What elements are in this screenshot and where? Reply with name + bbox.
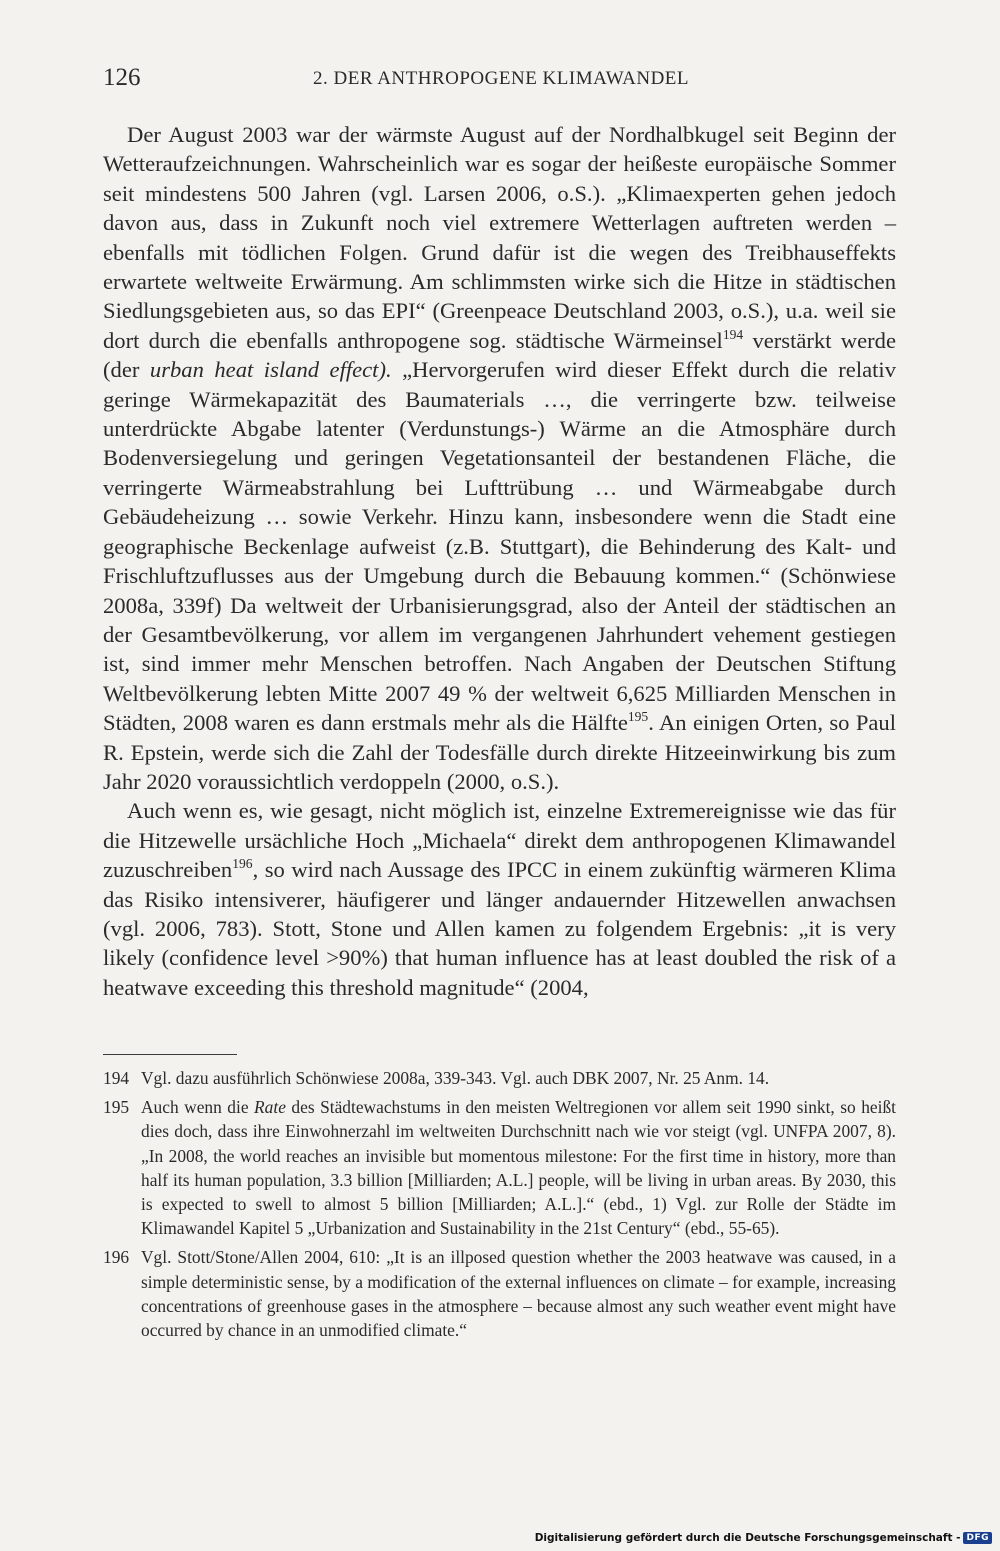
dfg-logo-icon: DFG (963, 1532, 992, 1544)
text-run: Vgl. Stott/Stone/Allen 2004, 610: „It is an illposed question whether the 2003 heatwave was caused, in a simple deterministic sense, by a modification of the external influences on climate – for example, increasing concentrations of greenhouse gases in the atmosphere – because almost any such weather event might have occurred by chance in an unmodified climate.“ (141, 1247, 896, 1341)
page-header (103, 64, 897, 98)
footnote-195 (103, 1095, 896, 1240)
running-head: 2. DER ANTHROPOGENE KLIMAWANDEL (313, 68, 690, 89)
italic-term: urban heat island effect). (149, 357, 392, 383)
footnote-divider (103, 1054, 237, 1055)
text-run: , so wird nach Aussage des IPCC in einem zukünftig wärmeren Klima das Risiko intensiverer, häufigerer und länger andauernder Hitzewellen anwachsen (vgl. 2006, 783). Stott, Stone und Allen kamen zu folgendem Ergebnis: „it is very likely (confidence level >90%) that human influence has at least doubled the risk of a heatwave exceeding this threshold magnitude“ (2004, (103, 857, 896, 1000)
footnote-text (141, 1066, 896, 1090)
text-run: . An einigen Orten, so Paul R. Epstein, werde sich die Zahl der Todesfälle durch direkte Hitzeeinwirkung bis zum Jahr 2020 voraussichtlich verdoppeln (2000, o.S.). (103, 710, 896, 794)
paragraph-2 (103, 796, 896, 1002)
digitization-credit (535, 1529, 992, 1547)
text-run: Auch wenn die (141, 1097, 255, 1118)
footnote-ref-195: 195 (627, 709, 649, 725)
text-run: Vgl. dazu ausführlich Schönwiese 2008a, 339-343. Vgl. auch DBK 2007, Nr. 25 Anm. 14. (141, 1068, 770, 1088)
footnote-text (141, 1245, 896, 1342)
footnote-ref-194: 194 (722, 327, 744, 343)
credit-text: Digitalisierung gefördert durch die Deutsche Forschungsgemeinschaft - (534, 1532, 961, 1544)
footnote-number: 195 (103, 1097, 130, 1118)
footnote-number: 194 (103, 1068, 130, 1088)
text-run: Der August 2003 war der wärmste August auf der Nordhalbkugel seit Beginn der Wetteraufzeichnungen. Wahrscheinlich war es sogar der heißeste europäische Sommer seit mindestens 500 Jahren (vgl. Larsen 2006, o.S.). „Klimaexperten gehen jedoch davon aus, dass in Zukunft noch viel extremere Wetterlagen auftreten werden – ebenfalls mit tödlichen Folgen. Grund dafür ist die wegen des Treibhauseffekts erwartete weltweite Erwärmung. Am schlimmsten wirke sich die Hitze in städtischen Siedlungsgebieten aus, so das EPI“ (Greenpeace Deutschland 2003, o.S.), u.a. weil sie dort durch die ebenfalls anthropogene sog. städtische Wärmeinsel (103, 122, 896, 353)
text-run: verstärkt werde (der (103, 327, 896, 383)
body-text (103, 120, 896, 1002)
footnote-ref-196: 196 (232, 856, 253, 872)
footnote-196 (103, 1245, 896, 1342)
page-number: 126 (103, 64, 141, 91)
text-run: des Städtewachstums in den meisten Weltregionen vor allem seit 1990 sinkt, so heißt dies doch, dass ihre Einwohnerzahl im weltweiten Durchschnitt nach wie vor steigt (vgl. UNFPA 2007, 8). „In 2008, the world reaches an invisible but momentous milestone: For the first time in history, more than half its human population, 3.3 billion [Milliarden; A.L.] people, will be living in urban areas. By 2030, this is expected to swell to almost 5 billion [Milliarden; A.L.].“ (ebd., 1) Vgl. zur Rolle der Städte im Klimawandel Kapitel 5 „Urbanization and Sustainability in the 21st Century“ (ebd., 55-65). (141, 1097, 896, 1239)
text-run: Auch wenn es, wie gesagt, nicht möglich ist, einzelne Extremereignisse wie das für die Hitzewelle ursächliche Hoch „Michaela“ direkt dem anthropogenen Klimawandel zuzuschreiben (103, 798, 896, 883)
text-run: „Hervorgerufen wird dieser Effekt durch die relativ geringe Wärmekapazität des Baumaterials …, die verringerte bzw. teilweise unterdrückte Abgabe latenter (Verdunstungs-) Wärme an die Atmosphäre durch Bodenversiegelung und geringen Vegetationsanteil der bestandenen Fläche, die verringerte Wärmeabstrahlung bei Lufttrübung … und Wärmeabgabe durch Gebäudeheizung … sowie Verkehr. Hinzu kann, insbesondere wenn die Stadt eine geographische Beckenlage aufweist (z.B. Stuttgart), die Behinderung des Kalt- und Frischluftzuflusses aus der Umgebung durch die Bebauung kommen.“ (Schönwiese 2008a, 339f) Da weltweit der Urbanisierungsgrad, also der Anteil der städtischen an der Gesamtbevölkerung, vor allem im vergangenen Jahrhundert vehement gestiegen ist, sind immer mehr Menschen betroffen. Nach Angaben der Deutschen Stiftung Weltbevölkerung lebten Mitte 2007 49 % der weltweit 6,625 Milliarden Menschen in Städten, 2008 waren es dann erstmals mehr als die Hälfte (103, 357, 896, 736)
paragraph-1 (103, 120, 896, 796)
footnote-text (141, 1095, 896, 1240)
footnote-number: 196 (103, 1247, 130, 1268)
footnote-194 (103, 1066, 896, 1090)
italic-term: Rate (254, 1097, 286, 1118)
footnotes (103, 1066, 896, 1347)
